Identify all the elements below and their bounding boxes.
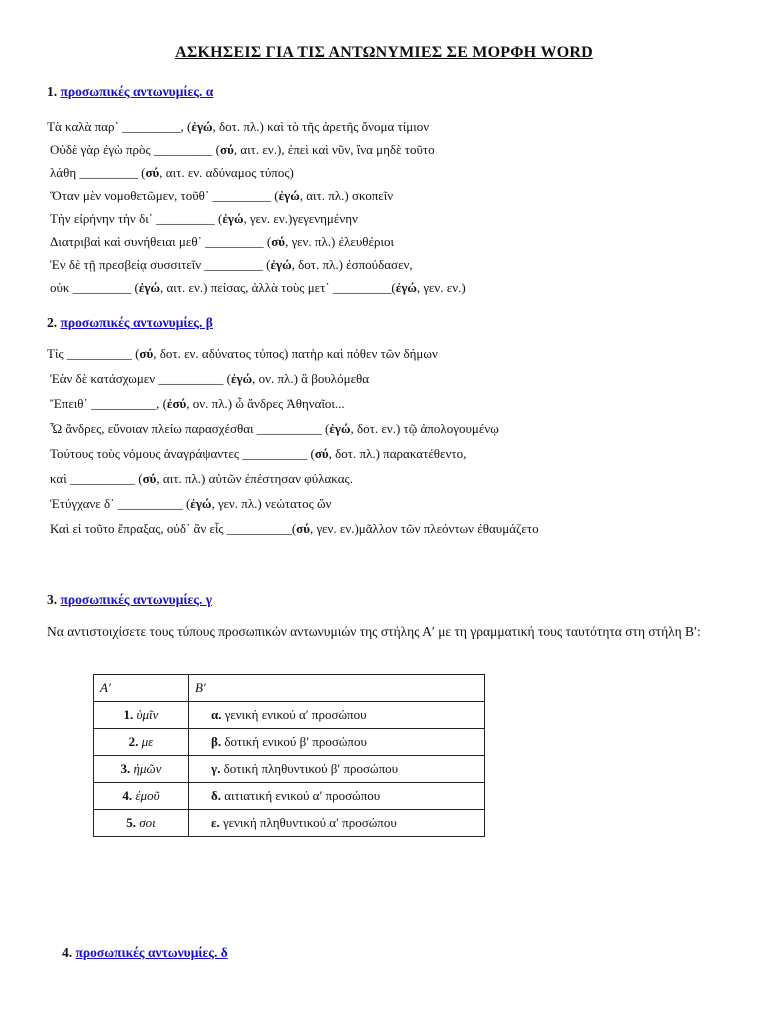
column-b-cell	[188, 702, 484, 729]
pronoun-hint: ἐσύ	[166, 396, 187, 411]
exercise-line-1-1	[47, 119, 429, 135]
exercise-text: , γεν. πλ.) νεώτατος ὤν	[211, 496, 332, 511]
exercise-text: Καὶ εἰ τοῦτο ἔπραξας, οὐδ᾽ ἂν εἷς __________(	[50, 521, 297, 536]
section-1-number: 1.	[47, 84, 58, 99]
column-b-cell	[188, 756, 484, 783]
exercise-line-1-5	[50, 211, 358, 227]
page-title: ΑΣΚΗΣΕΙΣ ΓΙΑ ΤΙΣ ΑΝΤΩΝΥΜΙΕΣ ΣΕ ΜΟΡΦΗ WORD	[175, 44, 593, 61]
exercise-text: , δοτ. πλ.) καὶ τὸ τῆς ἀρετῆς ὄνομα τίμιον	[212, 119, 430, 134]
section-2-link[interactable]: προσωπικές αντωνυμίες. β	[60, 315, 213, 330]
exercise-text: , αιτ. εν.) πείσας, ἀλλὰ τοὺς μετ᾽ _________(	[159, 280, 396, 295]
exercise-line-1-2	[50, 142, 435, 158]
row-number: 2.	[128, 734, 139, 749]
grammar-description: δοτική ενικού β′ προσώπου	[224, 734, 367, 749]
exercise-text: λάθη _________ (	[50, 165, 146, 180]
exercise-text: , αιτ. εν. αδύναμος τύπος)	[159, 165, 294, 180]
exercise-line-1-6	[50, 234, 394, 250]
table-row	[94, 810, 485, 837]
section-3-heading	[47, 592, 212, 608]
exercise-text: , γεν. πλ.) ἐλευθέριοι	[285, 234, 394, 249]
section-4-heading	[62, 945, 228, 961]
table-row	[94, 783, 485, 810]
section-2-number: 2.	[47, 315, 58, 330]
section-3-instruction: Να αντιστοιχίσετε τους τύπους προσωπικών αντωνυμιών της στήλης Α′ με τη γραμματική τους ταυτότητα στη στήλη Β′:	[47, 624, 701, 639]
section-1-heading	[47, 84, 213, 100]
pronoun-hint: σύ	[271, 234, 286, 249]
table-row	[94, 702, 485, 729]
exercise-text: Ὅταν μὲν νομοθετῶμεν, τοῦθ᾽ _________ (	[50, 188, 279, 203]
row-number: 4.	[122, 788, 133, 803]
row-letter: δ.	[210, 788, 221, 803]
exercise-line-2-3	[50, 396, 345, 412]
exercise-line-2-7	[50, 496, 331, 512]
exercise-line-1-3	[50, 165, 294, 181]
table-row	[94, 756, 485, 783]
pronoun-hint: ἐγώ	[191, 119, 213, 134]
exercise-text: Ἔπειθ᾽ __________, (	[50, 396, 167, 411]
pronoun-hint: ἐγώ	[395, 280, 417, 295]
exercise-text: Τίς __________ (	[47, 346, 140, 361]
column-a-cell	[94, 756, 189, 783]
exercise-text: Οὐδὲ γὰρ ἐγὼ πρὸς _________ (	[50, 142, 220, 157]
pronoun-hint: σύ	[314, 446, 329, 461]
table-row	[94, 729, 485, 756]
exercise-text: , γεν. εν.)	[416, 280, 466, 295]
matching-table	[93, 674, 485, 837]
column-b-cell	[188, 783, 484, 810]
column-b-cell	[188, 729, 484, 756]
pronoun-hint: σύ	[296, 521, 310, 536]
exercise-text: , δοτ. πλ.) ἐσπούδασεν,	[291, 257, 413, 272]
exercise-text: Τὰ καλὰ παρ᾽ _________, (	[47, 119, 192, 134]
row-number: 1.	[123, 707, 134, 722]
pronoun-hint: ἐγώ	[190, 496, 212, 511]
exercise-line-2-1	[47, 346, 438, 362]
column-a-cell	[94, 729, 189, 756]
row-letter: γ.	[210, 761, 221, 776]
exercise-text: , δοτ. εν. αδύνατος τύπος) πατὴρ καὶ πόθεν τῶν δήμων	[153, 346, 438, 361]
exercise-line-1-7	[50, 257, 413, 273]
exercise-text: , γεν. εν.)γεγενημένην	[243, 211, 358, 226]
exercise-text: , αιτ. πλ.) σκοπεῖν	[299, 188, 394, 203]
exercise-text: , αιτ. πλ.) αὐτῶν ἐπέστησαν φύλακας.	[156, 471, 353, 486]
grammar-description: γενική ενικού α′ προσώπου	[224, 707, 367, 722]
exercise-text: Ὦ ἄνδρες, εὔνοιαν πλείω παρασχέσθαι __________ (	[50, 421, 330, 436]
exercise-text: καὶ __________ (	[50, 471, 143, 486]
column-b-cell	[188, 810, 484, 837]
grammar-description: δοτική πληθυντικού β′ προσώπου	[223, 761, 399, 776]
exercise-line-1-8	[50, 280, 466, 296]
section-1-link[interactable]: προσωπικές αντωνυμίες. α	[60, 84, 214, 99]
section-2-heading	[47, 315, 213, 331]
column-a-cell	[94, 783, 189, 810]
exercise-text: Τὴν εἰρήνην τὴν δι᾽ _________ (	[50, 211, 223, 226]
pronoun-hint: σύ	[139, 346, 154, 361]
exercise-line-2-2	[50, 371, 369, 387]
pronoun-hint: σύ	[220, 142, 234, 157]
pronoun-hint: ἐγώ	[270, 257, 292, 272]
exercise-line-2-6	[50, 471, 353, 487]
exercise-line-2-8	[50, 521, 539, 537]
grammar-description: γενική πληθυντικού α′ προσώπου	[223, 815, 397, 830]
column-a-cell	[94, 810, 189, 837]
pronoun-hint: σύ	[142, 471, 157, 486]
exercise-text: , ον. πλ.) ἃ βουλόμεθα	[252, 371, 370, 386]
exercise-text: Τούτους τοὺς νόμους ἀναγράψαντες __________ (	[50, 446, 315, 461]
pronoun-hint: ἐγώ	[278, 188, 300, 203]
exercise-text: Διατριβαὶ καὶ συνήθειαι μεθ᾽ _________ (	[50, 234, 272, 249]
exercise-line-2-4	[50, 421, 499, 437]
exercise-text: , ον. πλ.) ὦ ἄνδρες Ἀθηναῖοι...	[186, 396, 345, 411]
grammar-description: αιτιατική ενικού α′ προσώπου	[224, 788, 381, 803]
pronoun-form: ὑμῖν	[136, 707, 159, 722]
exercise-text: , γεν. εν.)μᾶλλον τῶν πλεόντων ἐθαυμάζετο	[310, 521, 539, 536]
row-letter: α.	[210, 707, 222, 722]
pronoun-hint: ἐγώ	[138, 280, 160, 295]
column-a-header: Α′	[94, 675, 189, 702]
column-b-header: Β′	[188, 675, 484, 702]
matching-table-header	[94, 675, 485, 702]
exercise-text: , δοτ. πλ.) παρακατέθεντο,	[328, 446, 467, 461]
exercise-text: Ἐὰν δὲ κατάσχωμεν __________ (	[50, 371, 231, 386]
row-number: 3.	[120, 761, 131, 776]
column-a-cell	[94, 702, 189, 729]
row-letter: ε.	[210, 815, 220, 830]
exercise-text: , δοτ. εν.) τῷ ἀπολογουμένῳ	[350, 421, 499, 436]
row-letter: β.	[210, 734, 222, 749]
section-3-link[interactable]: προσωπικές αντωνυμίες. γ	[60, 592, 213, 607]
pronoun-form: ἐμοῦ	[135, 788, 160, 803]
exercise-text: , αιτ. εν.), ἐπεὶ καὶ νῦν, ἵνα μηδὲ τοῦτο	[233, 142, 435, 157]
pronoun-form: σοι	[139, 815, 156, 830]
pronoun-hint: ἐγώ	[222, 211, 244, 226]
exercise-line-2-5	[50, 446, 466, 462]
pronoun-form: με	[141, 734, 154, 749]
exercise-text: οὐκ _________ (	[50, 280, 139, 295]
pronoun-hint: σύ	[145, 165, 160, 180]
row-number: 5.	[126, 815, 136, 830]
section-4-number: 4.	[62, 945, 73, 960]
pronoun-hint: ἐγώ	[329, 421, 351, 436]
exercise-text: Ἐν δὲ τῇ πρεσβείᾳ συσσιτεῖν _________ (	[50, 257, 271, 272]
exercise-line-1-4	[50, 188, 393, 204]
pronoun-hint: ἐγώ	[230, 371, 253, 386]
exercise-text: Ἐτύγχανε δ᾽ __________ (	[50, 496, 191, 511]
pronoun-form: ἡμῶν	[133, 761, 162, 776]
section-3-number: 3.	[47, 592, 58, 607]
section-4-link[interactable]: προσωπικές αντωνυμίες. δ	[75, 945, 228, 960]
